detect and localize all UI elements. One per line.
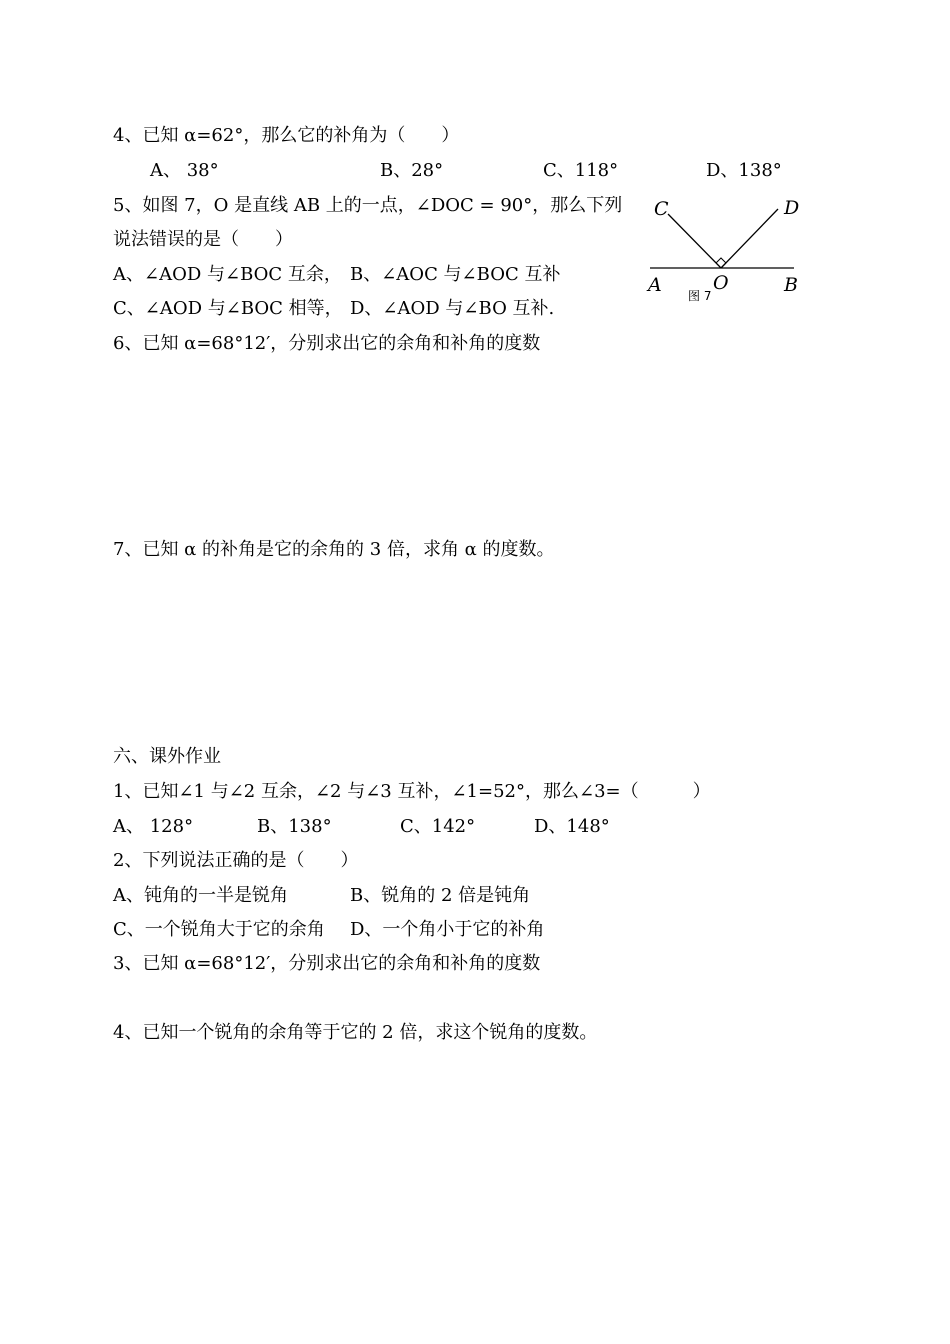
- homework-2-option-c: C、一个锐角大于它的余角: [113, 919, 325, 940]
- question-5-option-c: C、∠AOD 与∠BOC 相等，: [113, 298, 343, 319]
- question-5-option-a: A、∠AOD 与∠BOC 互余，: [113, 264, 342, 285]
- homework-2-option-a: A、钝角的一半是锐角: [113, 885, 288, 906]
- question-4-option-d: D、138°: [706, 160, 782, 181]
- homework-2-option-d: D、一个角小于它的补角: [350, 919, 545, 940]
- ray-oc: [668, 214, 721, 268]
- homework-3-text: 3、已知 α=68°12′，分别求出它的余角和补角的度数: [113, 953, 541, 974]
- homework-1-option-d: D、148°: [534, 816, 610, 837]
- figure-caption: 图 7: [688, 289, 712, 303]
- question-5-option-b: B、∠AOC 与∠BOC 互补: [350, 264, 561, 285]
- right-angle-mark: [716, 258, 726, 268]
- homework-2-text: 2、下列说法正确的是（ ）: [113, 850, 359, 871]
- figure-7: [640, 192, 810, 302]
- question-5-line-1: 5、如图 7，O 是直线 AB 上的一点，∠DOC = 90°，那么下列: [113, 195, 623, 216]
- homework-1-option-c: C、142°: [400, 816, 476, 837]
- section-title: 六、课外作业: [113, 746, 221, 767]
- homework-4-text: 4、已知一个锐角的余角等于它的 2 倍，求这个锐角的度数。: [113, 1022, 598, 1043]
- homework-1-text: 1、已知∠1 与∠2 互余，∠2 与∠3 互补，∠1=52°，那么∠3=（ ）: [113, 781, 711, 802]
- point-label-b: B: [784, 274, 798, 296]
- question-5-option-d: D、∠AOD 与∠BO 互补.: [350, 298, 555, 319]
- question-4-option-c: C、118°: [543, 160, 619, 181]
- point-label-d: D: [784, 197, 800, 219]
- homework-2-option-b: B、锐角的 2 倍是钝角: [350, 885, 531, 906]
- angle-diagram: [640, 192, 810, 302]
- ray-od: [721, 209, 778, 268]
- homework-1-option-a: A、 128°: [113, 816, 194, 837]
- question-4-option-b: B、28°: [380, 160, 444, 181]
- homework-1-option-b: B、138°: [257, 816, 332, 837]
- point-label-o: O: [713, 272, 729, 294]
- question-6-text: 6、已知 α=68°12′，分别求出它的余角和补角的度数: [113, 333, 541, 354]
- point-label-a: A: [648, 274, 662, 296]
- question-5-line-2: 说法错误的是（ ）: [113, 229, 293, 250]
- point-label-c: C: [654, 198, 669, 220]
- question-7-text: 7、已知 α 的补角是它的余角的 3 倍，求角 α 的度数。: [113, 539, 555, 560]
- question-4-text: 4、已知 α=62°，那么它的补角为（ ）: [113, 125, 460, 146]
- question-4-option-a: A、 38°: [150, 160, 219, 181]
